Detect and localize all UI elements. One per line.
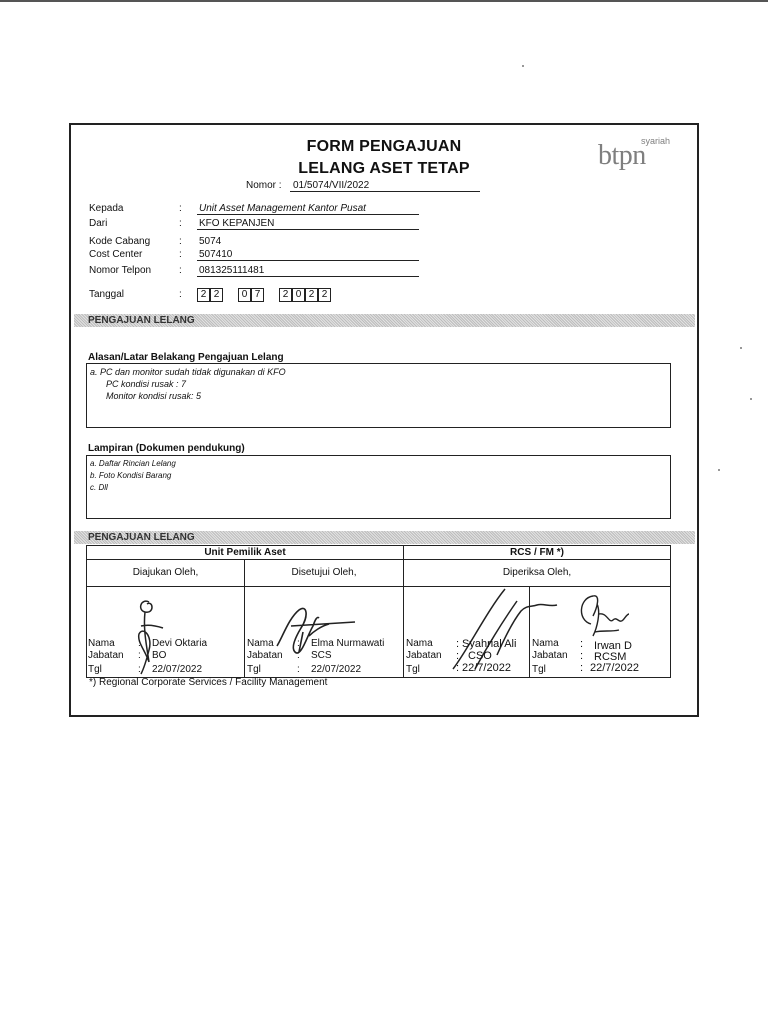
field-label: Dari: [89, 218, 108, 229]
section-header-pengajuan-lelang: PENGAJUAN LELANG: [74, 314, 695, 327]
field-value: 5074: [199, 236, 222, 247]
date-digit-box: 2: [210, 288, 223, 302]
field-label: Nomor Telpon: [89, 265, 152, 276]
signer-jabatan: BO: [152, 650, 167, 661]
date-digit-box: 0: [292, 288, 305, 302]
nama-label: Nama: [532, 638, 559, 649]
tgl-label: Tgl: [532, 664, 546, 675]
field-colon: :: [179, 218, 182, 229]
scan-speck: [718, 469, 720, 471]
lampiran-line: c. Dll: [90, 483, 108, 492]
alasan-line: PC kondisi rusak : 7: [106, 379, 187, 389]
colon: :: [456, 638, 460, 650]
diajukan-label: Diajukan Oleh,: [87, 560, 245, 587]
nomor-value: 01/5074/VII/2022: [290, 180, 480, 192]
signer-elma: [247, 638, 403, 678]
jabatan-label: Jabatan: [247, 650, 283, 661]
alasan-line: Monitor kondisi rusak: 5: [106, 391, 202, 401]
field-label: Kepada: [89, 203, 124, 214]
alasan-textbox: [86, 363, 671, 428]
page-top-border: [0, 0, 768, 2]
jabatan-label: Jabatan: [88, 650, 124, 661]
signer-irwan: [532, 638, 670, 678]
field-label: Kode Cabang: [89, 236, 151, 247]
footnote: *) Regional Corporate Services / Facility Management: [89, 677, 328, 688]
date-digit-box: 2: [318, 288, 331, 302]
form-title-line2: LELANG ASET TETAP: [298, 160, 470, 177]
field-colon: :: [179, 265, 182, 276]
alasan-line: a. PC dan monitor sudah tidak digunakan di KFO: [90, 367, 286, 377]
btpn-syariah-logo: [598, 136, 678, 172]
field-colon: :: [179, 203, 182, 214]
section-header-pengajuan-lelang-2: PENGAJUAN LELANG: [74, 531, 695, 544]
signer-devi: [88, 638, 244, 678]
logo-syariah-text: syariah: [640, 136, 670, 146]
nama-label: Nama: [88, 638, 115, 649]
tgl-label: Tgl: [247, 664, 261, 675]
diperiksa-label: Diperiksa Oleh,: [404, 560, 670, 587]
colon: :: [138, 664, 141, 675]
date-digit-box: 0: [238, 288, 251, 302]
field-colon: :: [179, 289, 182, 300]
date-digit-box: 2: [279, 288, 292, 302]
date-digit-box: 2: [305, 288, 318, 302]
field-value: KFO KEPANJEN: [197, 218, 419, 230]
colon: :: [456, 662, 460, 674]
colon: :: [297, 638, 300, 649]
nomor-label: Nomor :: [246, 180, 282, 191]
tgl-label: Tgl: [406, 664, 420, 675]
nama-label: Nama: [406, 638, 433, 649]
jabatan-label: Jabatan: [532, 650, 568, 661]
group-header-rcs-fm: RCS / FM *): [404, 546, 670, 560]
tgl-label: Tgl: [88, 664, 102, 675]
approval-table: [86, 545, 671, 678]
signer-name: Devi Oktaria: [152, 638, 208, 649]
alasan-heading: Alasan/Latar Belakang Pengajuan Lelang: [88, 352, 284, 363]
signer-name: Irwan D: [594, 640, 632, 652]
signer-name: Syahrial Ali: [462, 638, 517, 650]
field-colon: :: [179, 236, 182, 247]
signer-tgl: 22/07/2022: [311, 664, 362, 675]
signer-jabatan: CSO: [468, 650, 492, 662]
disetujui-label: Disetujui Oleh,: [245, 560, 404, 587]
field-value: 081325111481: [197, 265, 419, 277]
lampiran-line: a. Daftar Rincian Lelang: [90, 459, 176, 468]
signer-tgl: 22/7/2022: [590, 662, 639, 674]
lampiran-heading: Lampiran (Dokumen pendukung): [88, 443, 245, 454]
scan-speck: [750, 398, 752, 400]
group-header-unit-pemilik: Unit Pemilik Aset: [87, 546, 404, 560]
date-digit-box: 2: [197, 288, 210, 302]
tanggal-boxes: [197, 288, 331, 302]
colon: :: [297, 664, 300, 675]
colon: :: [456, 650, 460, 662]
lampiran-line: b. Foto Kondisi Barang: [90, 471, 172, 480]
nama-label: Nama: [247, 638, 274, 649]
scan-speck: [522, 65, 524, 67]
colon: :: [138, 650, 141, 661]
signer-tgl: 22/07/2022: [152, 664, 203, 675]
signer-jabatan: SCS: [311, 650, 332, 661]
field-colon: :: [179, 249, 182, 260]
colon: :: [580, 650, 584, 662]
date-digit-box: 7: [251, 288, 264, 302]
signer-jabatan: RCSM: [594, 651, 627, 663]
field-value: 507410: [197, 249, 419, 261]
colon: :: [138, 638, 141, 649]
signer-name: Elma Nurmawati: [311, 638, 385, 649]
form-title-line1: FORM PENGAJUAN: [306, 138, 462, 155]
form-document: [69, 123, 699, 717]
colon: :: [580, 662, 584, 674]
colon: :: [297, 650, 300, 661]
signer-syahrial: [406, 638, 528, 678]
field-label: Cost Center: [89, 249, 143, 260]
tanggal-label: Tanggal: [89, 289, 125, 300]
field-value: Unit Asset Management Kantor Pusat: [197, 203, 419, 215]
logo-brand-text: btpn: [598, 140, 646, 171]
signer-tgl: 22/7/2022: [462, 662, 511, 674]
colon: :: [580, 638, 584, 650]
lampiran-textbox: [86, 455, 671, 519]
nomor-row: [246, 180, 480, 192]
scan-speck: [740, 347, 742, 349]
jabatan-label: Jabatan: [406, 650, 442, 661]
